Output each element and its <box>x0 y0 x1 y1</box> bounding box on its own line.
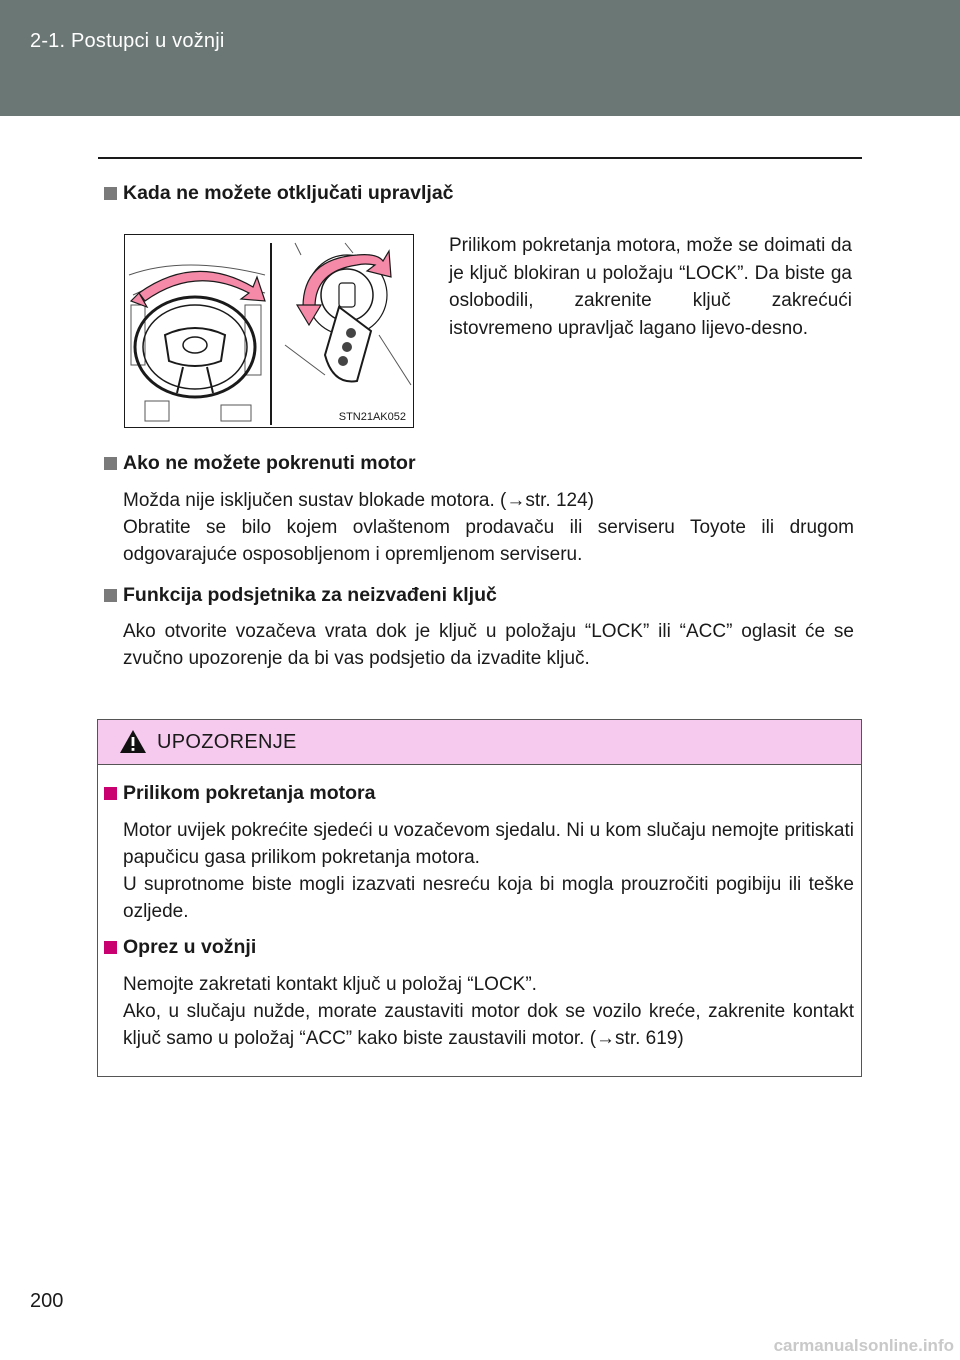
page-number: 200 <box>30 1290 64 1312</box>
warning-driving-line1: Nemojte zakretati kontakt ključ u položaj “LOCK”. <box>123 974 537 995</box>
section-heading-steering-lock: Kada ne možete otključati upravljač <box>104 182 454 205</box>
section-heading-key-reminder: Funkcija podsjetnika za neizvađeni ključ <box>104 584 497 607</box>
dealer-note: Obratite se bilo kojem ovlaštenom prodavaču ili serviseru Toyote ili drugom odgovarajuće osposobljenom i opremljenom serviseru. <box>123 517 854 565</box>
square-bullet-icon <box>104 187 117 200</box>
warning-starting-text <box>123 817 854 925</box>
square-bullet-icon <box>104 589 117 602</box>
warning-starting-line1: Motor uvijek pokrećite sjedeći u vozačevom sjedalu. Ni u kom slučaju nemojte pritiskati papučicu gasa prilikom pokretanja motora. <box>123 820 854 868</box>
warning-triangle-icon <box>119 729 147 754</box>
steering-wheel-key-icon <box>125 235 414 428</box>
section-heading-engine-start: Ako ne možete pokrenuti motor <box>104 452 416 475</box>
warning-header <box>98 720 861 765</box>
warning-driving-text <box>123 971 854 1052</box>
key-reminder-text: Ako otvorite vozačeva vrata dok je ključ u položaju “LOCK” ili “ACC” oglasit će se zvučno upozorenje da bi vas podsjetio da izvadite ključ. <box>123 621 854 669</box>
immobilizer-note: Možda nije isključen sustav blokade motora. (→str. 124) <box>123 490 594 511</box>
figure-code: STN21AK052 <box>338 411 406 423</box>
warning-starting-line2: U suprotnome biste mogli izazvati nesreću koja bi mogla prouzročiti pogibiju ili teške ozljede. <box>123 874 854 922</box>
engine-start-text <box>123 487 854 568</box>
steering-lock-text: Prilikom pokretanja motora, može se doimati da je ključ blokiran u položaju “LOCK”. Da biste ga oslobodili, zakrenite ključ zakrećući istovremeno upravljač lagano lijevo-desno. <box>449 235 852 339</box>
warning-heading-starting: Prilikom pokretanja motora <box>104 782 375 805</box>
watermark: carmanualsonline.info <box>773 1336 954 1355</box>
square-bullet-icon <box>104 457 117 470</box>
section-divider <box>98 157 862 159</box>
warning-driving-line2: Ako, u slučaju nužde, morate zaustaviti motor dok se vozilo kreće, zakrenite kontakt ključ samo u položaj “ACC” kako biste zaustavili motor. (→str. 619) <box>123 1001 854 1049</box>
page-header <box>0 0 960 116</box>
steering-key-illustration <box>124 234 414 428</box>
square-bullet-icon <box>104 941 117 954</box>
square-bullet-icon <box>104 787 117 800</box>
warning-heading-driving: Oprez u vožnji <box>104 936 256 959</box>
warning-title: UPOZORENJE <box>157 731 297 753</box>
chapter-title: 2-1. Postupci u vožnji <box>30 30 225 52</box>
